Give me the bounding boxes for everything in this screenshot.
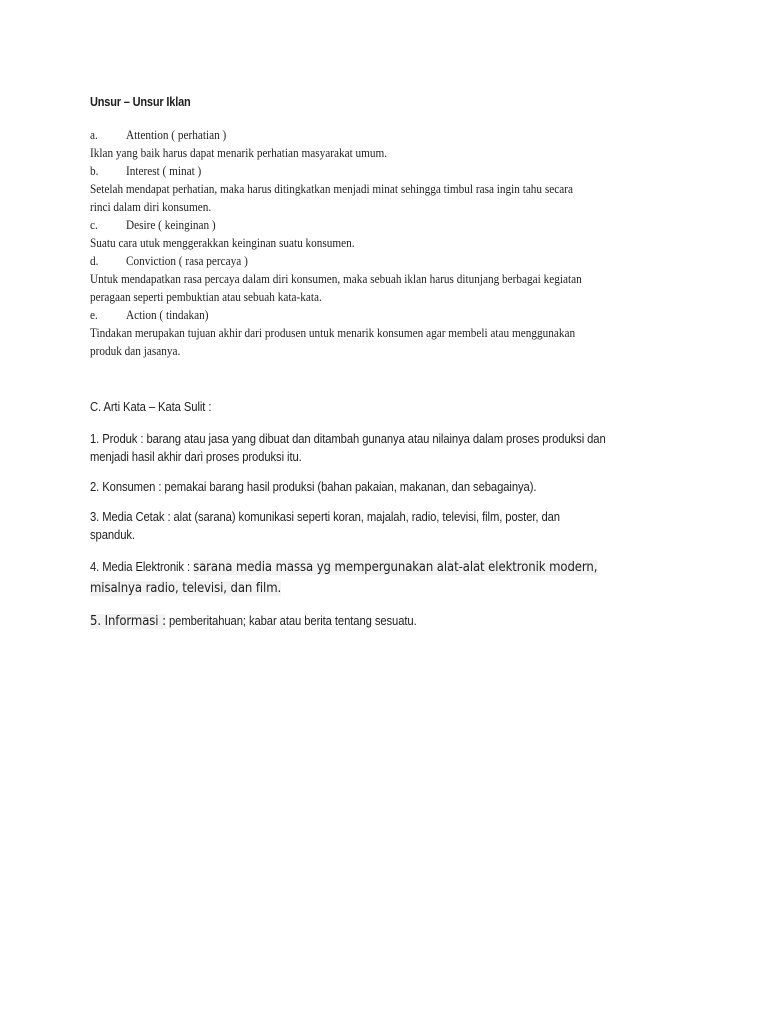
element-d-marker: d.	[90, 254, 99, 268]
glossary-term-media-cetak	[90, 508, 689, 544]
element-d-description-line-1: Untuk mendapatkan rasa percaya dalam diri konsumen, maka sebuah iklan harus ditunjang berbagai kegiatan	[90, 272, 582, 286]
produk-line-2: menjadi hasil akhir dari proses produksi itu.	[90, 450, 302, 464]
element-e-marker: e.	[90, 308, 98, 322]
glossary-heading: C. Arti Kata – Kata Sulit :	[90, 400, 212, 414]
element-c-heading	[90, 216, 689, 234]
glossary-term-informasi	[90, 611, 689, 632]
element-d-name: Conviction ( rasa percaya )	[126, 254, 248, 268]
element-b-heading	[90, 162, 689, 180]
glossary-section	[90, 398, 689, 632]
media-elektronik-definition-line-2: misalnya radio, televisi, dan film.	[90, 581, 282, 596]
informasi-definition: pemberitahuan; kabar atau berita tentang sesuatu.	[165, 614, 417, 628]
element-c-marker: c.	[90, 218, 98, 232]
element-a-heading	[90, 126, 689, 144]
element-d-description-line-2: peragaan seperti pembuktian atau sebuah kata-kata.	[90, 290, 322, 304]
element-e-name: Action ( tindakan)	[126, 308, 209, 322]
element-e-description-line-2: produk dan jasanya.	[90, 344, 181, 358]
element-b-name: Interest ( minat )	[126, 164, 202, 178]
element-b-description-line-1: Setelah mendapat perhatian, maka harus ditingkatkan menjadi minat sehingga timbul rasa ingin tahu secara	[90, 182, 573, 196]
media-elektronik-definition-line-1: sarana media massa yg mempergunakan alat-alat elektronik modern,	[193, 560, 598, 575]
media-cetak-line-1: 3. Media Cetak : alat (sarana) komunikasi seperti koran, majalah, radio, televisi, film, poster, dan	[90, 510, 560, 524]
section-title: Unsur – Unsur Iklan	[90, 95, 191, 109]
media-elektronik-term: 4. Media Elektronik :	[90, 560, 194, 574]
element-e-heading	[90, 306, 689, 324]
glossary-term-produk	[90, 430, 689, 466]
element-c-name: Desire ( keinginan )	[126, 218, 216, 232]
document-page	[90, 92, 690, 632]
element-a-description-line-1: Iklan yang baik harus dapat menarik perhatian masyarakat umum.	[90, 146, 388, 160]
element-d-heading	[90, 252, 689, 270]
advertising-elements-list	[90, 126, 689, 360]
element-e-description-line-1: Tindakan merupakan tujuan akhir dari produsen untuk menarik konsumen agar membeli atau menggunakan	[90, 326, 576, 340]
produk-line-1: 1. Produk : barang atau jasa yang dibuat dan ditambah gunanya atau nilainya dalam proses produksi dan	[90, 432, 606, 446]
glossary-term-konsumen: 2. Konsumen : pemakai barang hasil produksi (bahan pakaian, makanan, dan sebagainya).	[90, 480, 537, 494]
element-b-description-line-2: rinci dalam diri konsumen.	[90, 200, 212, 214]
element-a-marker: a.	[90, 128, 98, 142]
glossary-term-media-elektronik	[90, 557, 689, 599]
media-cetak-line-2: spanduk.	[90, 528, 135, 542]
element-b-marker: b.	[90, 164, 99, 178]
element-c-description-line-1: Suatu cara utuk menggerakkan keinginan suatu konsumen.	[90, 236, 355, 250]
element-a-name: Attention ( perhatian )	[126, 128, 227, 142]
informasi-term: 5. Informasi :	[90, 614, 166, 629]
